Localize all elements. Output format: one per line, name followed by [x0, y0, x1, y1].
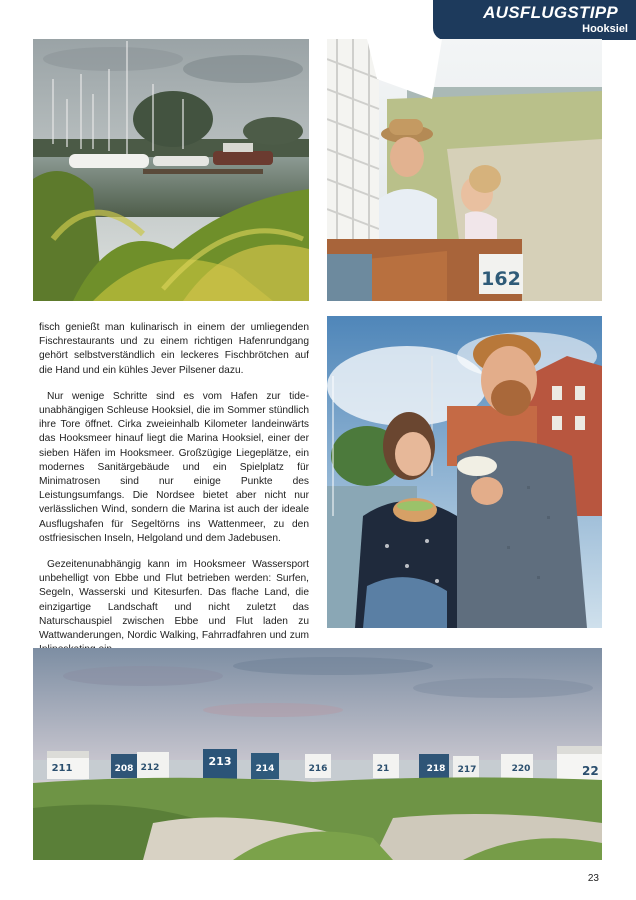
article-paragraph-1: fisch genießt man kulinarisch in einem der umliegenden Fischrestaurants und zu einem richtigen Hafenrundgang gehört selbstverständlich ein leckeres Fischbrötchen auf die Hand und ein kühles Jever Pilsener dazu. — [39, 322, 309, 376]
beach-chair-family-photo — [327, 39, 602, 301]
beach-chair-number: 22 — [582, 764, 599, 778]
section-title: AUSFLUGSTIPP — [483, 3, 618, 22]
beach-chair-number: 213 — [208, 755, 232, 768]
beach-chair-number: 21 — [376, 764, 390, 774]
beach-chair-number: 220 — [511, 764, 531, 774]
page-number: 23 — [587, 873, 599, 884]
beach-chair-number: 218 — [426, 764, 446, 774]
beach-chair-number: 214 — [255, 764, 275, 774]
harbor-photo — [33, 39, 309, 301]
section-tab — [433, 0, 636, 40]
section-subtitle: Hooksiel — [582, 23, 628, 35]
beach-chair-number: 212 — [140, 763, 160, 773]
beach-chair-number: 216 — [308, 764, 328, 774]
beach-chair-number: 162 — [481, 268, 521, 290]
article-paragraph-2: Nur wenige Schritte sind es vom Hafen zur tide-unabhängigen Schleuse Hooksiel, die im Sommer stündlich ihre Tore öffnet. Cirka zweieinhalb Kilometer landeinwärts das Hooksmeer hinauf liegt die Marina Hooksiel, einer der sieben Häfen im Hooksmeer. Großzügige Liegeplätze, ein modernes Sanitärgebäude und ein Spielplatz für Minimatrosen sind nur einige Punkte des Leistungsumfangs. Die Nordsee bietet aber nicht nur verlässlichen Wind, sondern die Marina ist auch der ideale Ausflugshafen für Segeltörns ins Wattenmeer, zu den ostfriesischen Inseln, Helgoland und dem Jadebusen. — [39, 390, 309, 544]
article-text — [39, 321, 309, 669]
couple-fish-sandwich-photo — [327, 316, 602, 628]
article-paragraph-3: Gezeitenunabhängig kann im Hooksmeer Wassersport unbehelligt von Ebbe und Flut betrieben werden: Surfen, Segeln, Wasserski und Kitesurfen. Das flache Land, die einzigartige Landschaft und nicht zuletzt das Naturschauspiel zwischen Ebbe und Flut laden zu Wattwanderungen, Nordic Walking, Fahrradfahren und zum — [39, 559, 309, 642]
beach-chair-number: 211 — [51, 763, 73, 774]
beach-chair-number: 217 — [457, 765, 477, 775]
beach-chair-number: 208 — [114, 764, 134, 774]
beach-panorama-photo — [33, 648, 602, 860]
